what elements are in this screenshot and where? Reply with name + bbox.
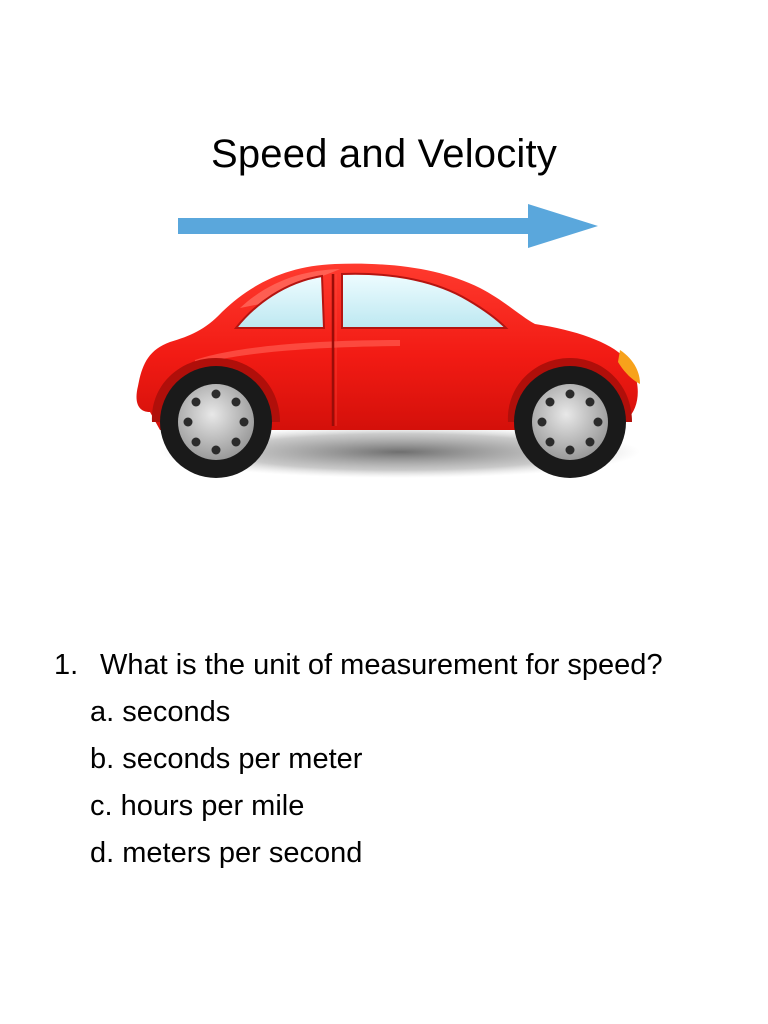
option-d: d. meters per second — [90, 837, 363, 869]
right-arrow-icon — [178, 204, 598, 248]
rear-wheel — [160, 366, 272, 478]
question-block — [54, 642, 754, 877]
answer-options — [90, 689, 754, 877]
question-line — [54, 642, 754, 689]
question-number: 1. — [54, 649, 79, 681]
option-b: b. seconds per meter — [90, 743, 363, 775]
red-car-icon — [137, 264, 641, 478]
slide-title: Speed and Velocity — [210, 132, 558, 176]
front-wheel — [514, 366, 626, 478]
illustration — [0, 190, 768, 510]
option-c: c. hours per mile — [90, 790, 305, 822]
option-a: a. seconds — [90, 696, 231, 728]
question-text: What is the unit of measurement for speed? — [100, 649, 663, 681]
